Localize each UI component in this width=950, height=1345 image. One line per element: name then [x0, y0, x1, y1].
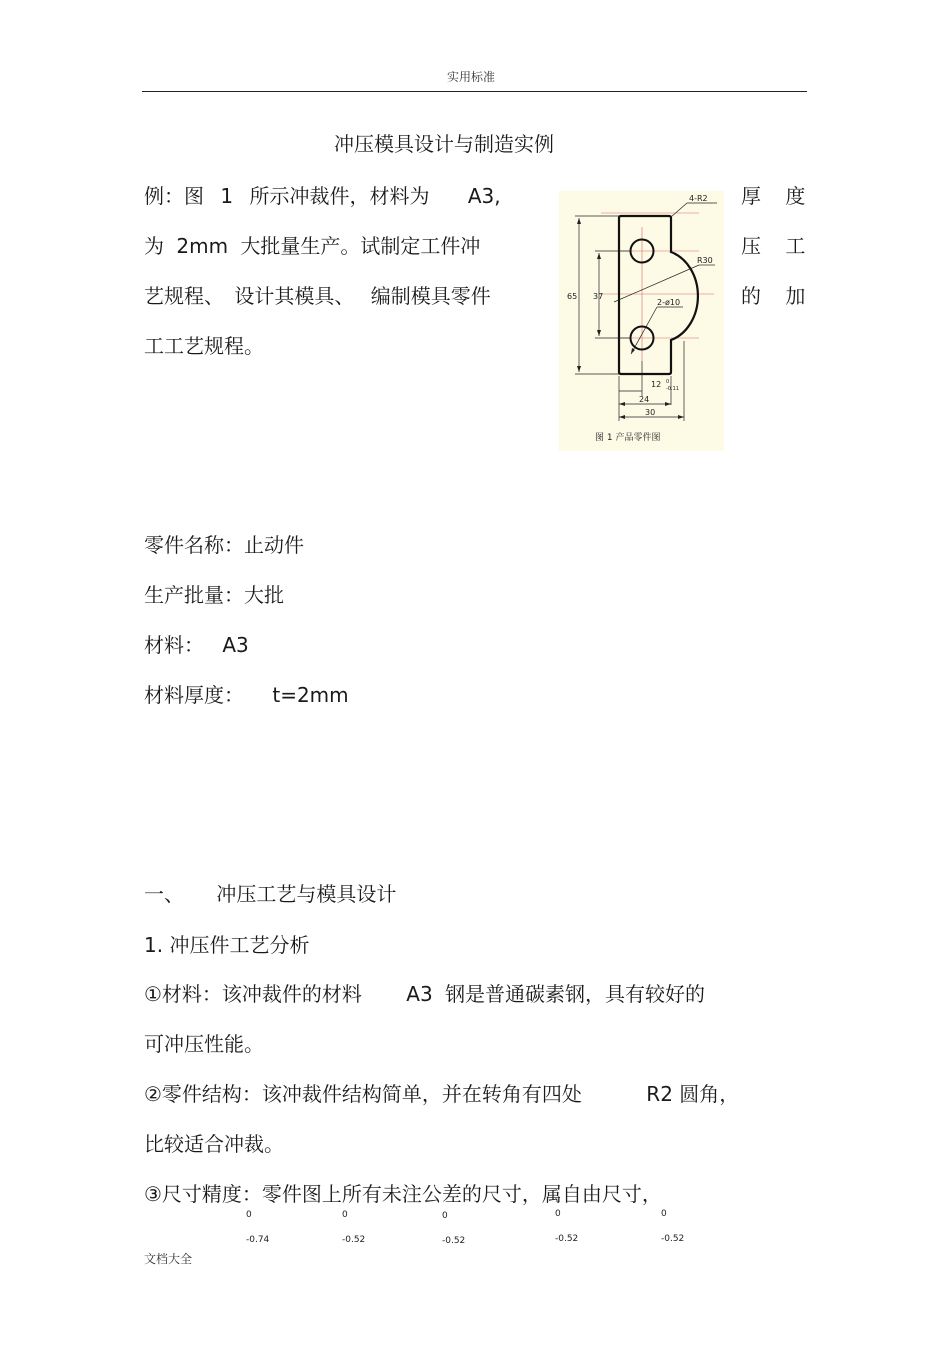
paragraph-text: ②零件结构：该冲裁件结构简单，并在转角有四处: [144, 1082, 582, 1106]
intro-word: 厚: [741, 184, 761, 208]
intro-word: 编制模具零件: [370, 284, 491, 308]
intro-word: 设计其模具、: [234, 284, 355, 308]
tolerance-upper: 0: [246, 1210, 252, 1220]
intro-material: A3,: [467, 184, 501, 208]
spec-thickness-label: 材料厚度：: [144, 683, 244, 707]
spec-thickness: [144, 679, 349, 708]
intro-word: 艺规程、: [144, 284, 224, 308]
spec-material: [144, 629, 249, 658]
spec-batch: 生产批量：大批: [144, 583, 284, 607]
offset-tol-lower: -0.11: [666, 386, 679, 392]
tolerance-lower: -0.52: [555, 1234, 579, 1244]
tolerance-lower: -0.52: [342, 1235, 366, 1245]
header-rule: [142, 91, 807, 92]
tolerance-lower: -0.52: [661, 1234, 685, 1244]
intro-word: 大批量生产。试制定工件冲: [240, 234, 481, 258]
spec-thickness-value: t=2mm: [272, 683, 349, 707]
part-drawing-figure: [559, 191, 724, 451]
page-footer: 文档大全: [144, 1252, 193, 1266]
offset-tol-upper: 0: [666, 379, 670, 385]
arc-radius-label: R30: [697, 256, 713, 265]
hole-dia-label: 2-ø10: [657, 298, 681, 307]
intro-right-2: [741, 230, 805, 259]
intro-figure-num: 1: [220, 184, 234, 208]
intro-word: 所示冲裁件，材料为: [249, 184, 430, 208]
document-title: 冲压模具设计与制造实例: [334, 132, 554, 156]
intro-word: 度: [785, 184, 806, 208]
subsection-title: 1. 冲压件工艺分析: [144, 933, 310, 957]
spec-material-value: A3: [222, 633, 249, 657]
part-drawing: [559, 191, 724, 451]
tolerance-lower: -0.74: [246, 1235, 270, 1245]
outer-width-label: 30: [645, 408, 656, 417]
paragraph-structure: [144, 1078, 739, 1107]
intro-line-4: 工工艺规程。: [144, 334, 264, 358]
intro-right-1: [741, 180, 805, 209]
spec-part-name: 零件名称：止动件: [144, 533, 304, 557]
intro-line-1: [144, 180, 501, 209]
pitch-label: 37: [593, 292, 604, 301]
paragraph-material: [144, 978, 705, 1007]
intro-word: 工: [785, 234, 806, 258]
page-header: 实用标准: [447, 70, 496, 84]
paragraph-structure-cont: 比较适合冲裁。: [144, 1132, 284, 1156]
spec-material-label: 材料：: [144, 633, 204, 657]
section-number: 一、: [144, 882, 184, 906]
section-heading: [144, 878, 396, 907]
intro-word: 压: [741, 234, 761, 258]
intro-word: 的: [741, 284, 761, 308]
paragraph-precision: ③尺寸精度：零件图上所有未注公差的尺寸，属自由尺寸，: [144, 1182, 662, 1206]
intro-line-2: [144, 230, 480, 259]
inner-width-label: 24: [639, 395, 650, 404]
dimension-texts: [567, 194, 713, 443]
corner-radius-label: 4-R2: [689, 194, 708, 203]
tolerance-lower: -0.52: [442, 1236, 466, 1246]
intro-word: 加: [785, 284, 806, 308]
paragraph-material-cont: 可冲压性能。: [144, 1032, 264, 1056]
intro-thickness: 2mm: [176, 234, 229, 258]
intro-word: 为: [144, 234, 164, 258]
tolerance-upper: 0: [661, 1209, 667, 1219]
paragraph-text: 钢是普通碳素钢，具有较好的: [445, 982, 706, 1006]
paragraph-text: R2 圆角，: [646, 1082, 740, 1106]
offset-label: 12: [651, 380, 662, 389]
tolerance-upper: 0: [555, 1209, 561, 1219]
figure-caption: 图 1 产品零件图: [595, 433, 661, 443]
paragraph-text: ①材料：该冲裁件的材料: [144, 982, 362, 1006]
section-title: 冲压工艺与模具设计: [216, 882, 397, 906]
tolerance-upper: 0: [342, 1210, 348, 1220]
paragraph-text: A3: [406, 982, 433, 1006]
intro-word: 例：图: [144, 184, 204, 208]
intro-line-3: [144, 280, 491, 309]
height-label: 65: [567, 292, 578, 301]
tolerance-upper: 0: [442, 1211, 448, 1221]
intro-right-3: [741, 280, 805, 309]
